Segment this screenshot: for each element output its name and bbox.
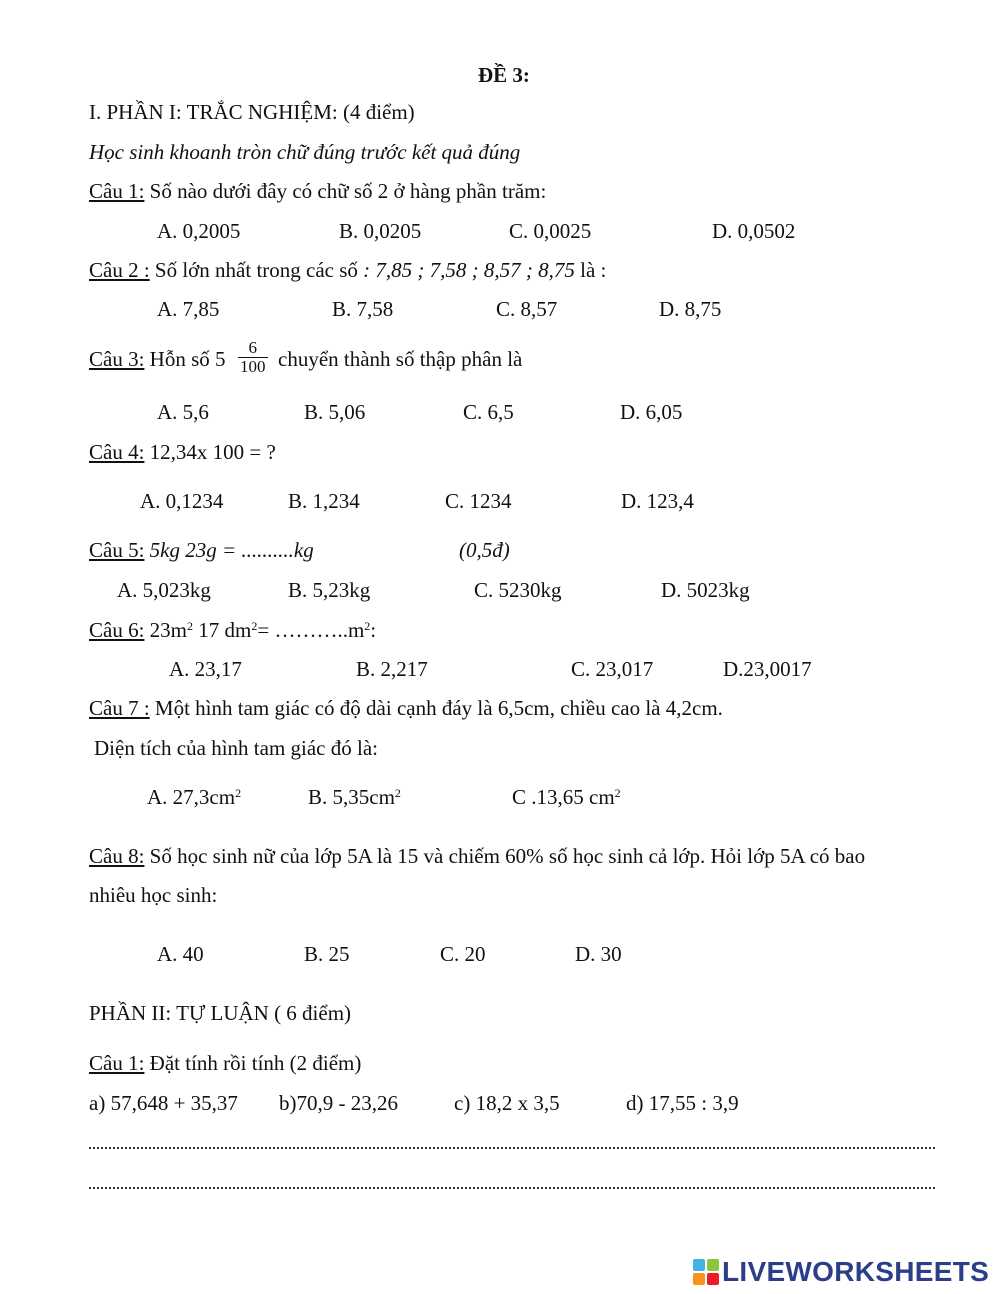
q3-option-b[interactable]: B. 5,06 — [304, 400, 366, 424]
q2-option-b[interactable]: B. 7,58 — [332, 297, 394, 321]
q6-option-d[interactable]: D.23,0017 — [723, 657, 812, 681]
q3-option-c[interactable]: C. 6,5 — [463, 400, 514, 424]
part2-heading: PHẦN II: TỰ LUẬN ( 6 điểm) — [89, 1001, 352, 1025]
question-6-t1: 23m — [144, 618, 188, 642]
question-8-text: Số học sinh nữ của lớp 5A là 15 và chiếm 60% số học sinh cả lớp. Hỏi lớp 5A có bao — [144, 844, 866, 868]
part2-question-1-text: Đặt tính rồi tính (2 điểm) — [144, 1051, 362, 1075]
q7-option-c[interactable] — [512, 784, 621, 810]
q8-option-a[interactable]: A. 40 — [157, 942, 204, 966]
question-5-text: 5kg 23g = ..........kg — [144, 538, 314, 562]
q4-option-d[interactable]: D. 123,4 — [621, 489, 694, 513]
liveworksheets-logo-icon — [693, 1259, 719, 1285]
question-4-label: Câu 4: — [89, 440, 145, 464]
q2-option-c[interactable]: C. 8,57 — [496, 297, 558, 321]
q7-option-c-text: C .13,65 cm — [512, 785, 615, 809]
question-6 — [89, 617, 376, 643]
q7-option-a-sup: 2 — [235, 786, 242, 800]
task-d: d) 17,55 : 3,9 — [626, 1091, 739, 1115]
q1-option-c[interactable]: C. 0,0025 — [509, 219, 592, 243]
question-6-t2: 17 dm — [193, 618, 252, 642]
q8-option-b[interactable]: B. 25 — [304, 942, 350, 966]
question-7-line2: Diện tích của hình tam giác đó là: — [94, 736, 378, 760]
question-1-text: Số nào dưới đây có chữ số 2 ở hàng phần trăm: — [144, 179, 547, 203]
q6-option-a[interactable]: A. 23,17 — [169, 657, 242, 681]
q4-option-a[interactable]: A. 0,1234 — [140, 489, 224, 513]
q2-option-d[interactable]: D. 8,75 — [659, 297, 722, 321]
q7-option-c-sup: 2 — [614, 786, 621, 800]
question-7 — [89, 695, 723, 721]
q7-option-b-text: B. 5,35cm — [308, 785, 395, 809]
part1-instruction: Học sinh khoanh tròn chữ đúng trước kết quả đúng — [89, 140, 521, 164]
question-3-label: Câu 3: — [89, 347, 145, 371]
question-2-numbers: : 7,85 ; 7,58 ; 8,57 ; 8,75 — [357, 258, 575, 282]
question-6-t4: : — [370, 618, 377, 642]
question-1-label: Câu 1: — [89, 179, 145, 203]
question-3-tail: chuyển thành số thập phân là — [278, 347, 523, 371]
q3-option-a[interactable]: A. 5,6 — [157, 400, 209, 424]
question-6-sup1: 2 — [187, 619, 194, 633]
q6-option-b[interactable]: B. 2,217 — [356, 657, 428, 681]
q7-option-b-sup: 2 — [394, 786, 401, 800]
q8-option-d[interactable]: D. 30 — [575, 942, 622, 966]
answer-line-1[interactable] — [89, 1145, 935, 1149]
question-2 — [89, 257, 606, 283]
q1-option-d[interactable]: D. 0,0502 — [712, 219, 796, 243]
answer-line-2[interactable] — [89, 1185, 935, 1189]
part2-question-1 — [89, 1050, 361, 1076]
task-a: a) 57,648 + 35,37 — [89, 1091, 238, 1115]
brand-name: LIVEWORKSHEETS — [722, 1256, 990, 1287]
task-c: c) 18,2 x 3,5 — [454, 1091, 560, 1115]
question-8 — [89, 843, 865, 869]
q1-option-b[interactable]: B. 0,0205 — [339, 219, 422, 243]
task-b: b)70,9 - 23,26 — [279, 1091, 398, 1115]
question-5-label: Câu 5: — [89, 538, 145, 562]
q5-option-a[interactable]: A. 5,023kg — [117, 578, 211, 602]
question-2-text: Số lớn nhất trong các số — [149, 258, 358, 282]
part1-heading: I. PHẦN I: TRẮC NGHIỆM: (4 điểm) — [89, 100, 415, 124]
liveworksheets-logo — [693, 1256, 989, 1288]
page-title: ĐỀ 3: — [478, 63, 530, 87]
question-6-t3: = ………..m — [257, 618, 365, 642]
question-3-text: Hỗn số 5 — [144, 347, 226, 371]
question-8-label: Câu 8: — [89, 844, 145, 868]
part2-question-1-label: Câu 1: — [89, 1051, 145, 1075]
question-7-text: Một hình tam giác có độ dài cạnh đáy là 6,5cm, chiều cao là 4,2cm. — [149, 696, 723, 720]
q4-option-c[interactable]: C. 1234 — [445, 489, 512, 513]
mixed-number-fraction — [238, 339, 268, 376]
question-6-sup2: 2 — [251, 619, 258, 633]
q3-option-d[interactable]: D. 6,05 — [620, 400, 683, 424]
question-8-line2: nhiêu học sinh: — [89, 883, 218, 907]
q7-option-b[interactable] — [308, 784, 401, 810]
q5-option-d[interactable]: D. 5023kg — [661, 578, 750, 602]
q7-option-a[interactable] — [147, 784, 241, 810]
question-5-points: (0,5đ) — [459, 538, 510, 562]
q8-option-c[interactable]: C. 20 — [440, 942, 486, 966]
q1-option-a[interactable]: A. 0,2005 — [157, 219, 241, 243]
fraction-numerator: 6 — [238, 339, 268, 358]
q4-option-b[interactable]: B. 1,234 — [288, 489, 360, 513]
q5-option-b[interactable]: B. 5,23kg — [288, 578, 371, 602]
q6-option-c[interactable]: C. 23,017 — [571, 657, 654, 681]
question-1 — [89, 178, 546, 204]
question-5 — [89, 537, 314, 563]
fraction-denominator: 100 — [240, 357, 266, 376]
question-2-tail: là : — [574, 258, 607, 282]
question-6-sup3: 2 — [364, 619, 371, 633]
question-7-label: Câu 7 : — [89, 696, 150, 720]
question-6-label: Câu 6: — [89, 618, 145, 642]
question-4-text: 12,34x 100 = ? — [144, 440, 276, 464]
q2-option-a[interactable]: A. 7,85 — [157, 297, 220, 321]
q7-option-a-text: A. 27,3cm — [147, 785, 236, 809]
question-4 — [89, 439, 276, 465]
q5-option-c[interactable]: C. 5230kg — [474, 578, 562, 602]
question-2-label: Câu 2 : — [89, 258, 150, 282]
question-3 — [89, 346, 226, 372]
